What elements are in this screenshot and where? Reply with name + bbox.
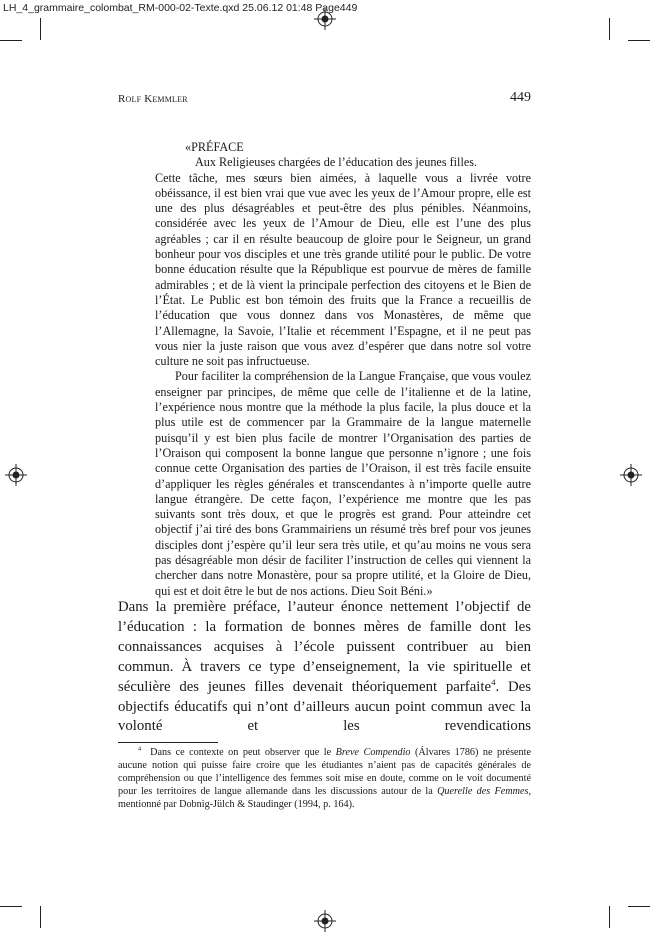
cited-title: Querelle des Femmes <box>437 786 529 797</box>
crop-mark <box>0 906 22 907</box>
crop-mark <box>40 18 41 40</box>
registration-mark-icon <box>314 8 336 30</box>
printer-slug-line: LH_4_grammaire_colombat_RM-000-02-Texte.qxd 25.06.12 01:48 Page449 <box>3 2 358 14</box>
crop-mark <box>628 906 650 907</box>
crop-mark <box>0 40 22 41</box>
registration-mark-icon <box>5 464 27 486</box>
footnote-reference[interactable]: 4 <box>491 676 496 687</box>
footnote-number: 4 <box>138 746 142 753</box>
quote-paragraph: Pour faciliter la compréhension de la Langue Française, que vous voulez enseigner par principes, de même que celle de l’italienne et de la latine, l’expérience nous montre que la méthode la plus facile, la plus douce et la plus utile est de commencer par la Grammaire de la langue maternelle puisqu’il y est bien plus facile de montrer l’Organisation des parties de l’Oraison qui composent la bonne langue que personne n’ignore ; une fois connue cette Organisation des parties de l’Oraison, il est très facile ensuite d’appliquer les règles générales et transcendantes à n’importe quelle autre langue étrangère. De cette façon, l’expérience me montre que les pas suivants sont très doux, et que le progrès est grand. Pour atteindre cet objectif j’ai tiré des bons Grammairiens un résumé très bref pour vos jeunes disciples dont j’espère qu’il leur sera très utile, et qu’au moins ne vous sera pas désagréable mon désir de faciliter l’instruction de celles qui viennent la chercher dans notre Monastère, pour sa propre utilité, et la Gloire de Dieu, qui est et doit être le but de nos actions. Dieu Soit Béni.» <box>155 369 531 598</box>
footnote-separator <box>118 742 218 743</box>
page-number: 449 <box>510 90 531 105</box>
quote-paragraph: Cette tâche, mes sœurs bien aimées, à laquelle vous a livrée votre obéissance, il est bien vrai que vue avec les yeux de l’Amour propre, elle est une des plus désagréables et peut-être des plus pénibles. Néanmoins, considérée avec les yeux de l’Amour de Dieu, elle est l’une des plus agréables ; car il en résulte beaucoup de gloire pour le Seigneur, un grand bonheur pour vos disciples et une très grande utilité pour le public. De votre bonne éducation résulte que la République est pourvue de mères de famille admirables ; et de là vient la principale perfection des citoyens et le Bien de l’État. Le Public est bon témoin des fruits que la France a recueillis de l’éducation que vous donnez dans vos Monastères, de même que l’Allemagne, la Savoie, l’Italie et récemment l’Espagne, et il ne peut pas vous nier la juste raison que vous avez d’espérer que dans notre sol votre culture ne soit pas infructueuse. <box>155 170 531 369</box>
body-paragraph: Dans la première préface, l’auteur énonce nettement l’objectif de l’éducation : la formation de bonnes mères de famille dont les connaissances acquises à l’école puissent contribuer au bien commun. À travers ce type d’enseignement, la vie spirituelle et séculière des jeunes filles devenait théoriquement parfaite$^4$. Des objectifs éducatifs qui n’ont d’ailleurs aucun point commun avec la volonté et les revendications <box>118 599 531 735</box>
crop-mark <box>628 40 650 41</box>
running-head-author: Rolf Kemmler <box>118 93 188 105</box>
cited-title: Breve Compendio <box>335 747 411 758</box>
preface-address: Aux Religieuses chargées de l’éducation des jeunes filles. <box>195 155 478 170</box>
crop-mark <box>609 18 610 40</box>
crop-mark <box>609 906 610 928</box>
registration-mark-icon <box>314 910 336 932</box>
preface-heading: «PRÉFACE <box>185 140 244 154</box>
footnote: $^4$ Dans ce contexte on peut observer que le Breve Compendio (Álvares 1786) ne présente aucune notion qui puisse faire croire que les étudiantes n’aient pas de capacités générales de compréhension ou que l’intelligence des femmes soit mise en doute, comme on le voit documenté pour les territoires de langue allemande dans les discussions autour de la Querelle des Femmes, mentionné par Dobnig-Jülch & Staudinger (1994, p. 164). <box>118 746 531 810</box>
crop-mark <box>40 906 41 928</box>
block-quotation <box>155 140 531 599</box>
registration-mark-icon <box>620 464 642 486</box>
